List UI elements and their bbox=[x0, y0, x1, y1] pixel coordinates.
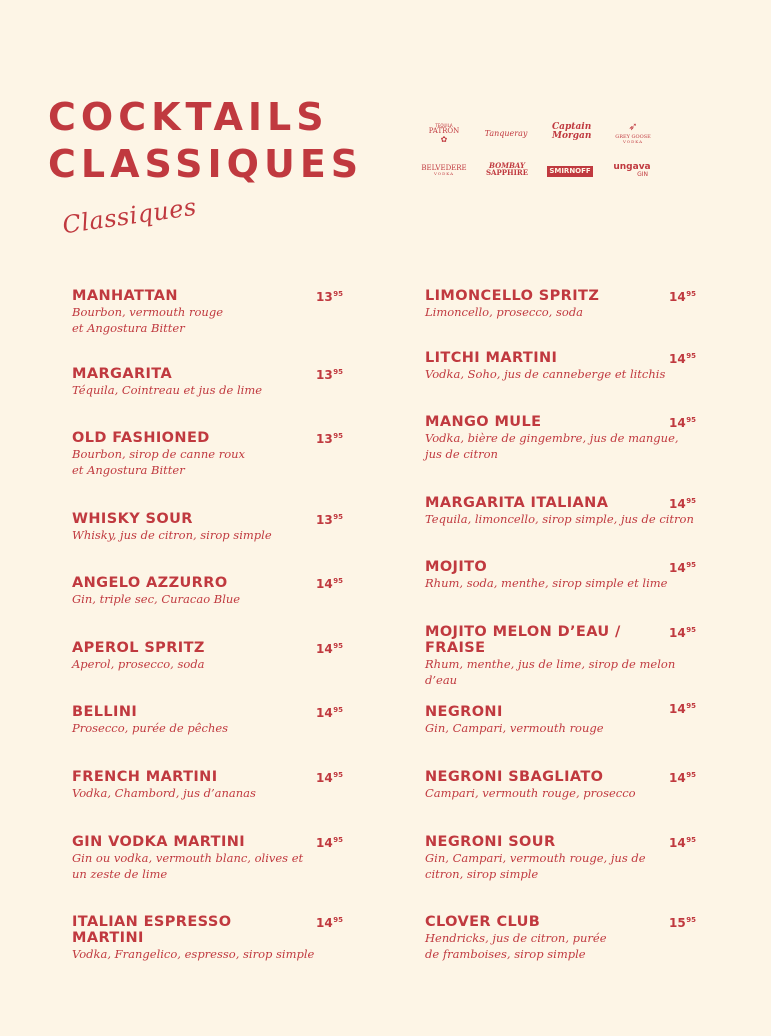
item-name: NEGRONI SBAGLIATO bbox=[425, 769, 604, 785]
item-name: NEGRONI bbox=[425, 704, 503, 720]
price-cents: 95 bbox=[333, 368, 343, 376]
price-cents: 95 bbox=[333, 290, 343, 298]
brand-logos bbox=[418, 122, 668, 184]
price-dollars: 14 bbox=[316, 706, 333, 720]
menu-item bbox=[72, 834, 347, 882]
menu-item bbox=[72, 769, 347, 801]
price-cents: 95 bbox=[686, 290, 696, 298]
bombay-line-2: SAPPHIRE bbox=[485, 168, 529, 178]
menu-item bbox=[425, 288, 700, 320]
item-description: Limoncello, prosecco, soda bbox=[425, 305, 584, 319]
captain-morgan-line-1: Captain bbox=[552, 122, 592, 132]
item-price bbox=[669, 702, 696, 716]
price-dollars: 14 bbox=[669, 702, 686, 716]
item-name: OLD FASHIONED bbox=[72, 430, 210, 446]
item-name: MOJITO MELON D’EAU / bbox=[425, 624, 621, 640]
menu-item bbox=[72, 914, 347, 962]
belvedere-line-2: VODKA bbox=[433, 171, 455, 177]
item-description: Vodka, Frangelico, espresso, sirop simple bbox=[72, 947, 315, 961]
price-cents: 95 bbox=[333, 771, 343, 779]
menu-item bbox=[425, 834, 700, 882]
price-dollars: 14 bbox=[316, 577, 333, 591]
price-cents: 95 bbox=[333, 916, 343, 924]
section-subtitle: Classiques bbox=[60, 192, 199, 240]
price-dollars: 15 bbox=[669, 916, 686, 930]
item-name: NEGRONI SOUR bbox=[425, 834, 556, 850]
menu-item bbox=[425, 704, 700, 736]
price-dollars: 13 bbox=[316, 290, 333, 304]
item-description: Vodka, bière de gingembre, jus de mangue, bbox=[425, 431, 679, 445]
menu-item bbox=[425, 624, 700, 688]
item-price bbox=[316, 706, 343, 720]
menu-item bbox=[72, 430, 347, 478]
price-dollars: 14 bbox=[669, 352, 686, 366]
price-cents: 95 bbox=[333, 642, 343, 650]
price-cents: 95 bbox=[686, 916, 696, 924]
item-description-line-2: citron, sirop simple bbox=[425, 867, 539, 881]
item-price bbox=[669, 626, 696, 640]
price-dollars: 13 bbox=[316, 513, 333, 527]
price-dollars: 13 bbox=[316, 432, 333, 446]
menu-item bbox=[425, 350, 700, 382]
title-line-2: CLASSIQUES bbox=[48, 142, 364, 186]
item-name: LIMONCELLO SPRITZ bbox=[425, 288, 600, 304]
ungava-line-1: ungava bbox=[613, 162, 651, 172]
item-name-line-2: FRAISE bbox=[425, 640, 486, 656]
item-description: Gin ou vodka, vermouth blanc, olives et bbox=[72, 851, 304, 865]
price-dollars: 14 bbox=[669, 561, 686, 575]
belvedere-line-1: BELVEDERE bbox=[421, 164, 467, 172]
item-name: WHISKY SOUR bbox=[72, 511, 193, 527]
item-price bbox=[316, 577, 343, 591]
item-description: Gin, Campari, vermouth rouge bbox=[425, 721, 604, 735]
captain-morgan-line-2: Morgan bbox=[552, 131, 592, 142]
menu-item bbox=[425, 769, 700, 801]
item-name: APEROL SPRITZ bbox=[72, 640, 205, 656]
grey-goose-logo bbox=[610, 122, 656, 144]
item-description-line-2: un zeste de lime bbox=[72, 867, 168, 881]
price-cents: 95 bbox=[686, 352, 696, 360]
ungava-line-2: GIN bbox=[637, 171, 648, 179]
smirnoff-logo: SMIRNOFF bbox=[547, 166, 593, 177]
price-dollars: 14 bbox=[316, 916, 333, 930]
price-cents: 95 bbox=[686, 561, 696, 569]
price-dollars: 14 bbox=[669, 416, 686, 430]
item-price bbox=[669, 771, 696, 785]
item-price bbox=[316, 836, 343, 850]
item-price bbox=[669, 416, 696, 430]
price-dollars: 14 bbox=[316, 836, 333, 850]
item-name: BELLINI bbox=[72, 704, 138, 720]
belvedere-logo bbox=[420, 165, 468, 177]
price-cents: 95 bbox=[333, 432, 343, 440]
title-line-1: COCKTAILS bbox=[48, 95, 329, 139]
bombay-line-1: BOMBAY bbox=[489, 161, 525, 170]
menu-item bbox=[425, 914, 700, 962]
item-name: ANGELO AZZURRO bbox=[72, 575, 228, 591]
item-description-line-2: jus de citron bbox=[425, 447, 498, 461]
grey-goose-line-1: GREY GOOSE bbox=[615, 134, 651, 140]
tanqueray-logo: Tanqueray bbox=[484, 129, 528, 138]
item-price bbox=[669, 290, 696, 304]
item-description-line-2: et Angostura Bitter bbox=[72, 321, 185, 335]
price-dollars: 14 bbox=[669, 626, 686, 640]
item-description: Whisky, jus de citron, sirop simple bbox=[72, 528, 272, 542]
grey-goose-line-2: VODKA bbox=[622, 139, 644, 145]
item-name: MOJITO bbox=[425, 559, 488, 575]
price-cents: 95 bbox=[686, 836, 696, 844]
item-price bbox=[669, 916, 696, 930]
price-cents: 95 bbox=[333, 577, 343, 585]
item-description: Gin, Campari, vermouth rouge, jus de bbox=[425, 851, 646, 865]
goose-icon: ➶ bbox=[628, 120, 638, 133]
item-name: MARGARITA bbox=[72, 366, 173, 382]
item-description: Bourbon, vermouth rouge bbox=[72, 305, 223, 319]
item-price bbox=[316, 290, 343, 304]
item-description: Vodka, Chambord, jus d’ananas bbox=[72, 786, 256, 800]
price-cents: 95 bbox=[333, 513, 343, 521]
item-description: Téquila, Cointreau et jus de lime bbox=[72, 383, 263, 397]
item-description: Bourbon, sirop de canne roux bbox=[72, 447, 246, 461]
price-dollars: 14 bbox=[669, 497, 686, 511]
patron-logo-line-1: TEQUILA bbox=[435, 123, 453, 128]
captain-morgan-logo bbox=[552, 123, 590, 142]
menu-item bbox=[425, 495, 700, 527]
item-price bbox=[669, 836, 696, 850]
bombay-sapphire-logo bbox=[484, 162, 530, 177]
item-description: Hendricks, jus de citron, purée bbox=[425, 931, 607, 945]
item-name: MANGO MULE bbox=[425, 414, 542, 430]
item-description: Tequila, limoncello, sirop simple, jus de citron bbox=[425, 512, 694, 526]
menu-item bbox=[72, 704, 347, 736]
menu-item bbox=[72, 366, 347, 398]
menu-item bbox=[425, 414, 700, 462]
menu-item bbox=[72, 511, 347, 543]
item-description: Vodka, Soho, jus de canneberge et litchis bbox=[425, 367, 666, 381]
price-cents: 95 bbox=[686, 626, 696, 634]
item-price bbox=[669, 561, 696, 575]
item-description: Campari, vermouth rouge, prosecco bbox=[425, 786, 636, 800]
price-dollars: 14 bbox=[669, 836, 686, 850]
item-description: Aperol, prosecco, soda bbox=[72, 657, 205, 671]
price-dollars: 14 bbox=[669, 771, 686, 785]
item-description-line-2: de framboises, sirop simple bbox=[425, 947, 586, 961]
item-price bbox=[316, 771, 343, 785]
item-price bbox=[316, 916, 343, 930]
item-price bbox=[669, 352, 696, 366]
item-price bbox=[316, 432, 343, 446]
patron-logo bbox=[424, 124, 464, 144]
price-cents: 95 bbox=[686, 416, 696, 424]
item-description: Gin, triple sec, Curacao Blue bbox=[72, 592, 241, 606]
menu-item bbox=[72, 575, 347, 607]
price-cents: 95 bbox=[686, 702, 696, 710]
item-name: MANHATTAN bbox=[72, 288, 178, 304]
item-price bbox=[316, 368, 343, 382]
price-cents: 95 bbox=[333, 836, 343, 844]
price-dollars: 14 bbox=[316, 771, 333, 785]
item-price bbox=[669, 497, 696, 511]
menu-item bbox=[72, 288, 347, 336]
item-name: GIN VODKA MARTINI bbox=[72, 834, 246, 850]
item-price bbox=[316, 642, 343, 656]
item-description: Prosecco, purée de pêches bbox=[72, 721, 229, 735]
item-name: ITALIAN ESPRESSO bbox=[72, 914, 232, 930]
price-cents: 95 bbox=[686, 497, 696, 505]
item-name: CLOVER CLUB bbox=[425, 914, 541, 930]
item-name: LITCHI MARTINI bbox=[425, 350, 558, 366]
item-description-line-2: et Angostura Bitter bbox=[72, 463, 185, 477]
price-dollars: 13 bbox=[316, 368, 333, 382]
patron-logo-line-2: PATRÓN bbox=[428, 127, 460, 136]
price-cents: 95 bbox=[686, 771, 696, 779]
item-name: FRENCH MARTINI bbox=[72, 769, 218, 785]
item-price bbox=[316, 513, 343, 527]
bee-icon: ✿ bbox=[440, 134, 448, 144]
price-cents: 95 bbox=[333, 706, 343, 714]
ungava-logo bbox=[612, 163, 652, 179]
item-description: Rhum, menthe, jus de lime, sirop de melon d’eau bbox=[425, 657, 676, 687]
item-name: MARGARITA ITALIANA bbox=[425, 495, 609, 511]
price-dollars: 14 bbox=[316, 642, 333, 656]
menu-title bbox=[48, 94, 363, 188]
item-name-line-2: MARTINI bbox=[72, 930, 144, 946]
menu-item bbox=[72, 640, 347, 672]
price-dollars: 14 bbox=[669, 290, 686, 304]
menu-item bbox=[425, 559, 700, 591]
item-description: Rhum, soda, menthe, sirop simple et lime bbox=[425, 576, 668, 590]
